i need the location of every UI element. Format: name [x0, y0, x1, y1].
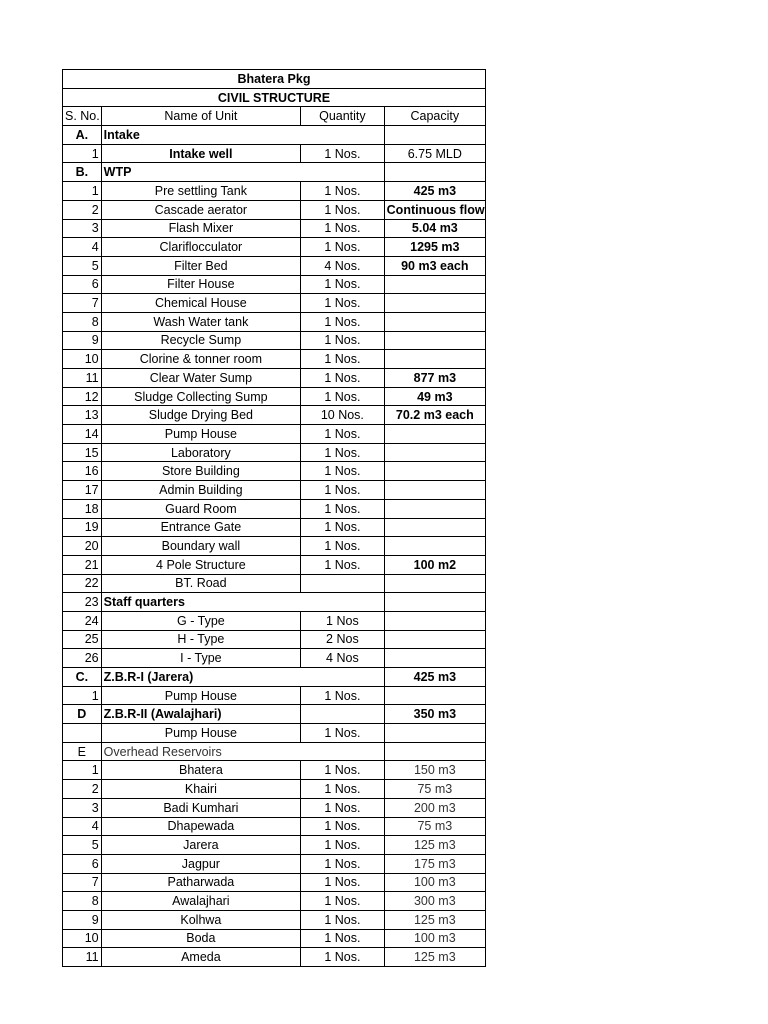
- table-row: [63, 555, 486, 574]
- table-row: [63, 873, 486, 892]
- section-capacity: [384, 742, 485, 761]
- quantity-cell: 1 Nos.: [301, 854, 385, 873]
- capacity-cell: [384, 593, 485, 612]
- capacity-cell: 100 m3: [384, 873, 485, 892]
- capacity-cell: 125 m3: [384, 948, 485, 967]
- unit-name: Pre settling Tank: [101, 182, 300, 201]
- table-row: [63, 406, 486, 425]
- table-row: [63, 686, 486, 705]
- table-row: [63, 200, 486, 219]
- table-row: [63, 238, 486, 257]
- quantity-cell: 1 Nos.: [301, 518, 385, 537]
- capacity-cell: Continuous flow: [384, 200, 485, 219]
- quantity-cell: 1 Nos.: [301, 780, 385, 799]
- quantity-cell: 1 Nos.: [301, 817, 385, 836]
- table-row: [63, 350, 486, 369]
- capacity-cell: 200 m3: [384, 798, 485, 817]
- unit-name: Jagpur: [101, 854, 300, 873]
- quantity-cell: 1 Nos.: [301, 331, 385, 350]
- section-letter: C.: [63, 668, 102, 687]
- table-row: [63, 144, 486, 163]
- quantity-cell: 1 Nos.: [301, 686, 385, 705]
- sheet-title: Bhatera Pkg: [63, 70, 486, 89]
- table-row: [63, 798, 486, 817]
- header-capacity: Capacity: [384, 107, 485, 126]
- quantity-cell: 1 Nos.: [301, 182, 385, 201]
- sheet-subtitle: CIVIL STRUCTURE: [63, 88, 486, 107]
- serial-number: 13: [63, 406, 102, 425]
- capacity-cell: 75 m3: [384, 817, 485, 836]
- unit-name: Chemical House: [101, 294, 300, 313]
- quantity-cell: 1 Nos.: [301, 387, 385, 406]
- quantity-cell: 1 Nos.: [301, 462, 385, 481]
- quantity-cell: [301, 574, 385, 593]
- quantity-cell: 1 Nos.: [301, 443, 385, 462]
- subsection-name: Staff quarters: [101, 593, 384, 612]
- table-row: [63, 817, 486, 836]
- unit-name: Kolhwa: [101, 910, 300, 929]
- serial-number: 21: [63, 555, 102, 574]
- unit-name: Recycle Sump: [101, 331, 300, 350]
- unit-name: BT. Road: [101, 574, 300, 593]
- unit-name: Intake well: [101, 144, 300, 163]
- unit-name: Entrance Gate: [101, 518, 300, 537]
- capacity-cell: [384, 443, 485, 462]
- capacity-cell: [384, 294, 485, 313]
- unit-name: Ameda: [101, 948, 300, 967]
- header-sno: S. No.: [63, 107, 102, 126]
- serial-number: 4: [63, 238, 102, 257]
- section-row: [63, 705, 486, 724]
- capacity-cell: 6.75 MLD: [384, 144, 485, 163]
- quantity-cell: 4 Nos.: [301, 256, 385, 275]
- table-row: [63, 574, 486, 593]
- table-row: [63, 387, 486, 406]
- quantity-cell: 1 Nos.: [301, 910, 385, 929]
- section-name: Overhead Reservoirs: [101, 742, 384, 761]
- capacity-cell: [384, 312, 485, 331]
- table-row: [63, 892, 486, 911]
- serial-number: 9: [63, 331, 102, 350]
- quantity-cell: 1 Nos.: [301, 798, 385, 817]
- serial-number: 23: [63, 593, 102, 612]
- capacity-cell: 175 m3: [384, 854, 485, 873]
- quantity-cell: 1 Nos.: [301, 555, 385, 574]
- unit-name: Clorine & tonner room: [101, 350, 300, 369]
- unit-name: Store Building: [101, 462, 300, 481]
- table-row: [63, 182, 486, 201]
- table-row: [63, 780, 486, 799]
- section-quantity: [301, 705, 385, 724]
- serial-number: 7: [63, 873, 102, 892]
- table-row: [63, 219, 486, 238]
- quantity-cell: 1 Nos.: [301, 892, 385, 911]
- quantity-cell: 10 Nos.: [301, 406, 385, 425]
- section-row: [63, 593, 486, 612]
- serial-number: 17: [63, 481, 102, 500]
- quantity-cell: 1 Nos.: [301, 836, 385, 855]
- table-row: [63, 649, 486, 668]
- table-row: [63, 369, 486, 388]
- quantity-cell: 2 Nos: [301, 630, 385, 649]
- quantity-cell: 1 Nos.: [301, 275, 385, 294]
- section-row: [63, 742, 486, 761]
- table-row: [63, 499, 486, 518]
- serial-number: 14: [63, 425, 102, 444]
- unit-name: Admin Building: [101, 481, 300, 500]
- unit-name: Boda: [101, 929, 300, 948]
- serial-number: 5: [63, 256, 102, 275]
- serial-number: 2: [63, 200, 102, 219]
- serial-number: 3: [63, 798, 102, 817]
- serial-number: 11: [63, 948, 102, 967]
- serial-number: 6: [63, 854, 102, 873]
- unit-name: 4 Pole Structure: [101, 555, 300, 574]
- unit-name: Flash Mixer: [101, 219, 300, 238]
- section-letter: B.: [63, 163, 102, 182]
- serial-number: 18: [63, 499, 102, 518]
- quantity-cell: 1 Nos.: [301, 537, 385, 556]
- section-name: Z.B.R-I (Jarera): [101, 668, 384, 687]
- unit-name: Cascade aerator: [101, 200, 300, 219]
- capacity-cell: [384, 630, 485, 649]
- quantity-cell: 1 Nos.: [301, 929, 385, 948]
- capacity-cell: [384, 649, 485, 668]
- table-row: [63, 836, 486, 855]
- serial-number: 25: [63, 630, 102, 649]
- table-row: [63, 443, 486, 462]
- unit-name: Sludge Drying Bed: [101, 406, 300, 425]
- quantity-cell: 1 Nos: [301, 611, 385, 630]
- serial-number: 26: [63, 649, 102, 668]
- unit-name: Clariflocculator: [101, 238, 300, 257]
- capacity-cell: [384, 350, 485, 369]
- section-capacity: [384, 126, 485, 145]
- unit-name: Laboratory: [101, 443, 300, 462]
- serial-number: 4: [63, 817, 102, 836]
- serial-number: [63, 724, 102, 743]
- quantity-cell: 1 Nos.: [301, 238, 385, 257]
- capacity-cell: 70.2 m3 each: [384, 406, 485, 425]
- table-row: [63, 256, 486, 275]
- capacity-cell: [384, 481, 485, 500]
- quantity-cell: 1 Nos.: [301, 873, 385, 892]
- unit-name: Clear Water Sump: [101, 369, 300, 388]
- serial-number: 20: [63, 537, 102, 556]
- serial-number: 24: [63, 611, 102, 630]
- title-row: [63, 70, 486, 89]
- capacity-cell: [384, 425, 485, 444]
- quantity-cell: 1 Nos.: [301, 219, 385, 238]
- table-row: [63, 312, 486, 331]
- serial-number: 16: [63, 462, 102, 481]
- capacity-cell: 125 m3: [384, 910, 485, 929]
- serial-number: 9: [63, 910, 102, 929]
- unit-name: Bhatera: [101, 761, 300, 780]
- unit-name: Pump House: [101, 686, 300, 705]
- section-name: WTP: [101, 163, 384, 182]
- unit-name: Boundary wall: [101, 537, 300, 556]
- unit-name: I - Type: [101, 649, 300, 668]
- capacity-cell: 877 m3: [384, 369, 485, 388]
- serial-number: 7: [63, 294, 102, 313]
- serial-number: 1: [63, 686, 102, 705]
- section-row: [63, 163, 486, 182]
- capacity-cell: 125 m3: [384, 836, 485, 855]
- section-row: [63, 668, 486, 687]
- serial-number: 8: [63, 892, 102, 911]
- serial-number: 15: [63, 443, 102, 462]
- capacity-cell: 1295 m3: [384, 238, 485, 257]
- serial-number: 22: [63, 574, 102, 593]
- capacity-cell: 75 m3: [384, 780, 485, 799]
- subtitle-row: [63, 88, 486, 107]
- capacity-cell: 49 m3: [384, 387, 485, 406]
- unit-name: G - Type: [101, 611, 300, 630]
- unit-name: Wash Water tank: [101, 312, 300, 331]
- section-name: Z.B.R-II (Awalajhari): [101, 705, 300, 724]
- unit-name: Jarera: [101, 836, 300, 855]
- table-row: [63, 518, 486, 537]
- serial-number: 12: [63, 387, 102, 406]
- section-name: Intake: [101, 126, 384, 145]
- capacity-cell: 300 m3: [384, 892, 485, 911]
- section-capacity: 350 m3: [384, 705, 485, 724]
- unit-name: Dhapewada: [101, 817, 300, 836]
- unit-name: Khairi: [101, 780, 300, 799]
- quantity-cell: 1 Nos.: [301, 144, 385, 163]
- table-row: [63, 275, 486, 294]
- table-row: [63, 929, 486, 948]
- quantity-cell: 1 Nos.: [301, 499, 385, 518]
- quantity-cell: 1 Nos.: [301, 481, 385, 500]
- table-row: [63, 537, 486, 556]
- unit-name: Patharwada: [101, 873, 300, 892]
- capacity-cell: 100 m2: [384, 555, 485, 574]
- table-row: [63, 724, 486, 743]
- capacity-cell: [384, 462, 485, 481]
- serial-number: 1: [63, 761, 102, 780]
- quantity-cell: 1 Nos.: [301, 369, 385, 388]
- serial-number: 2: [63, 780, 102, 799]
- unit-name: Filter Bed: [101, 256, 300, 275]
- capacity-cell: [384, 724, 485, 743]
- unit-name: H - Type: [101, 630, 300, 649]
- section-letter: E: [63, 742, 102, 761]
- capacity-cell: [384, 331, 485, 350]
- section-letter: A.: [63, 126, 102, 145]
- unit-name: Sludge Collecting Sump: [101, 387, 300, 406]
- header-row: [63, 107, 486, 126]
- capacity-cell: [384, 537, 485, 556]
- table-row: [63, 854, 486, 873]
- section-letter: D: [63, 705, 102, 724]
- serial-number: 11: [63, 369, 102, 388]
- unit-name: Guard Room: [101, 499, 300, 518]
- unit-name: Badi Kumhari: [101, 798, 300, 817]
- quantity-cell: 1 Nos.: [301, 350, 385, 369]
- capacity-cell: 100 m3: [384, 929, 485, 948]
- table-row: [63, 761, 486, 780]
- capacity-cell: [384, 275, 485, 294]
- serial-number: 1: [63, 182, 102, 201]
- serial-number: 8: [63, 312, 102, 331]
- capacity-cell: [384, 574, 485, 593]
- capacity-cell: [384, 611, 485, 630]
- capacity-cell: 5.04 m3: [384, 219, 485, 238]
- table-row: [63, 630, 486, 649]
- capacity-cell: 90 m3 each: [384, 256, 485, 275]
- serial-number: 3: [63, 219, 102, 238]
- capacity-cell: 150 m3: [384, 761, 485, 780]
- section-capacity: 425 m3: [384, 668, 485, 687]
- section-row: [63, 126, 486, 145]
- quantity-cell: 4 Nos: [301, 649, 385, 668]
- civil-structure-table: [62, 69, 486, 967]
- quantity-cell: 1 Nos.: [301, 312, 385, 331]
- table-body: [63, 70, 486, 967]
- quantity-cell: 1 Nos.: [301, 761, 385, 780]
- table-row: [63, 611, 486, 630]
- unit-name: Pump House: [101, 724, 300, 743]
- unit-name: Awalajhari: [101, 892, 300, 911]
- capacity-cell: [384, 686, 485, 705]
- header-quantity: Quantity: [301, 107, 385, 126]
- table-row: [63, 948, 486, 967]
- table-row: [63, 425, 486, 444]
- serial-number: 19: [63, 518, 102, 537]
- serial-number: 6: [63, 275, 102, 294]
- unit-name: Filter House: [101, 275, 300, 294]
- section-capacity: [384, 163, 485, 182]
- capacity-cell: [384, 518, 485, 537]
- serial-number: 1: [63, 144, 102, 163]
- quantity-cell: 1 Nos.: [301, 425, 385, 444]
- table-row: [63, 294, 486, 313]
- table-row: [63, 910, 486, 929]
- serial-number: 10: [63, 929, 102, 948]
- capacity-cell: [384, 499, 485, 518]
- quantity-cell: 1 Nos.: [301, 294, 385, 313]
- unit-name: Pump House: [101, 425, 300, 444]
- quantity-cell: 1 Nos.: [301, 724, 385, 743]
- quantity-cell: 1 Nos.: [301, 948, 385, 967]
- header-name: Name of Unit: [101, 107, 300, 126]
- serial-number: 5: [63, 836, 102, 855]
- table-row: [63, 331, 486, 350]
- quantity-cell: 1 Nos.: [301, 200, 385, 219]
- capacity-cell: 425 m3: [384, 182, 485, 201]
- table-row: [63, 481, 486, 500]
- serial-number: 10: [63, 350, 102, 369]
- table-row: [63, 462, 486, 481]
